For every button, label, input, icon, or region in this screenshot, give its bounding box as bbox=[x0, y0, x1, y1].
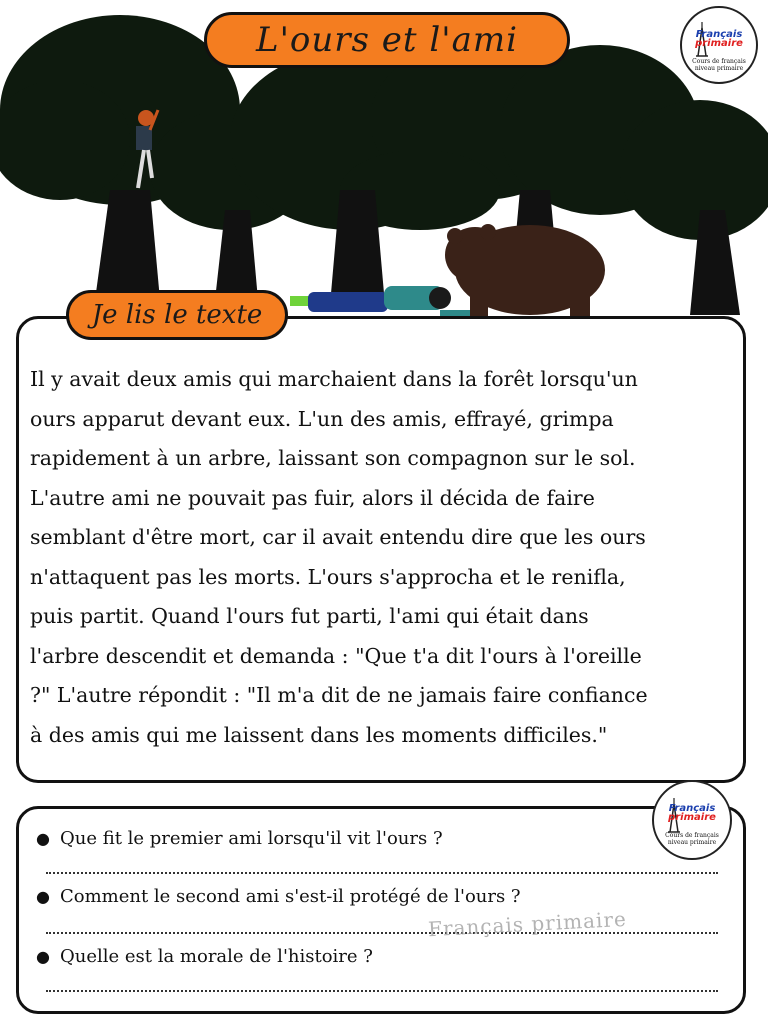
story-line: Il y avait deux amis qui marchaient dans la forêt lorsqu'un bbox=[30, 367, 638, 391]
story-text bbox=[30, 360, 742, 755]
brand-logo bbox=[680, 6, 758, 84]
story-line: n'attaquent pas les morts. L'ours s'approcha et le renifla, bbox=[30, 564, 626, 589]
logo-brand-line2: primaire bbox=[668, 812, 716, 823]
answer-line[interactable] bbox=[46, 872, 718, 874]
logo-caption-line1: Cours de français bbox=[692, 58, 746, 65]
section-label bbox=[66, 290, 288, 340]
title-banner bbox=[204, 12, 570, 68]
logo-caption-line1: Cours de français bbox=[665, 832, 719, 839]
bullet-icon: ● bbox=[36, 829, 50, 848]
story-line: ours apparut devant eux. L'un des amis, effrayé, grimpa bbox=[30, 406, 614, 431]
question-text: Quelle est la morale de l'histoire ? bbox=[59, 946, 373, 967]
logo-caption-line2: niveau primaire bbox=[667, 839, 717, 846]
page-title: L'ours et l'ami bbox=[256, 20, 518, 60]
section-label-text: Je lis le texte bbox=[91, 300, 263, 330]
watermark: Français primaire bbox=[427, 906, 628, 942]
question-item bbox=[36, 828, 443, 849]
story-line: puis partit. Quand l'ours fut parti, l'ami qui était dans bbox=[30, 604, 589, 628]
logo-brand-line2: primaire bbox=[695, 38, 743, 49]
story-line: ?" L'autre répondit : "Il m'a dit de ne jamais faire confiance bbox=[30, 683, 648, 707]
story-line: l'arbre descendit et demanda : "Que t'a dit l'ours à l'oreille bbox=[30, 643, 642, 668]
answer-line[interactable] bbox=[46, 932, 718, 934]
brand-logo-small bbox=[652, 780, 732, 860]
logo-brand-line1: Français bbox=[695, 29, 743, 40]
story-line: à des amis qui me laissent dans les moments difficiles." bbox=[30, 722, 608, 747]
answer-line[interactable] bbox=[46, 990, 718, 992]
bullet-icon: ● bbox=[36, 947, 50, 966]
bullet-icon: ● bbox=[36, 887, 50, 906]
question-item bbox=[36, 886, 521, 907]
story-line: rapidement à un arbre, laissant son compagnon sur le sol. bbox=[30, 446, 636, 470]
bear bbox=[445, 224, 605, 320]
question-text: Comment le second ami s'est-il protégé de l'ours ? bbox=[59, 886, 521, 907]
story-line: L'autre ami ne pouvait pas fuir, alors il décida de faire bbox=[30, 485, 595, 510]
logo-caption-line2: niveau primaire bbox=[694, 65, 744, 72]
question-text: Que fit le premier ami lorsqu'il vit l'ours ? bbox=[59, 828, 443, 849]
question-item bbox=[36, 946, 373, 967]
story-line: semblant d'être mort, car il avait entendu dire que les ours bbox=[30, 525, 646, 549]
logo-brand-line1: Français bbox=[668, 803, 716, 814]
